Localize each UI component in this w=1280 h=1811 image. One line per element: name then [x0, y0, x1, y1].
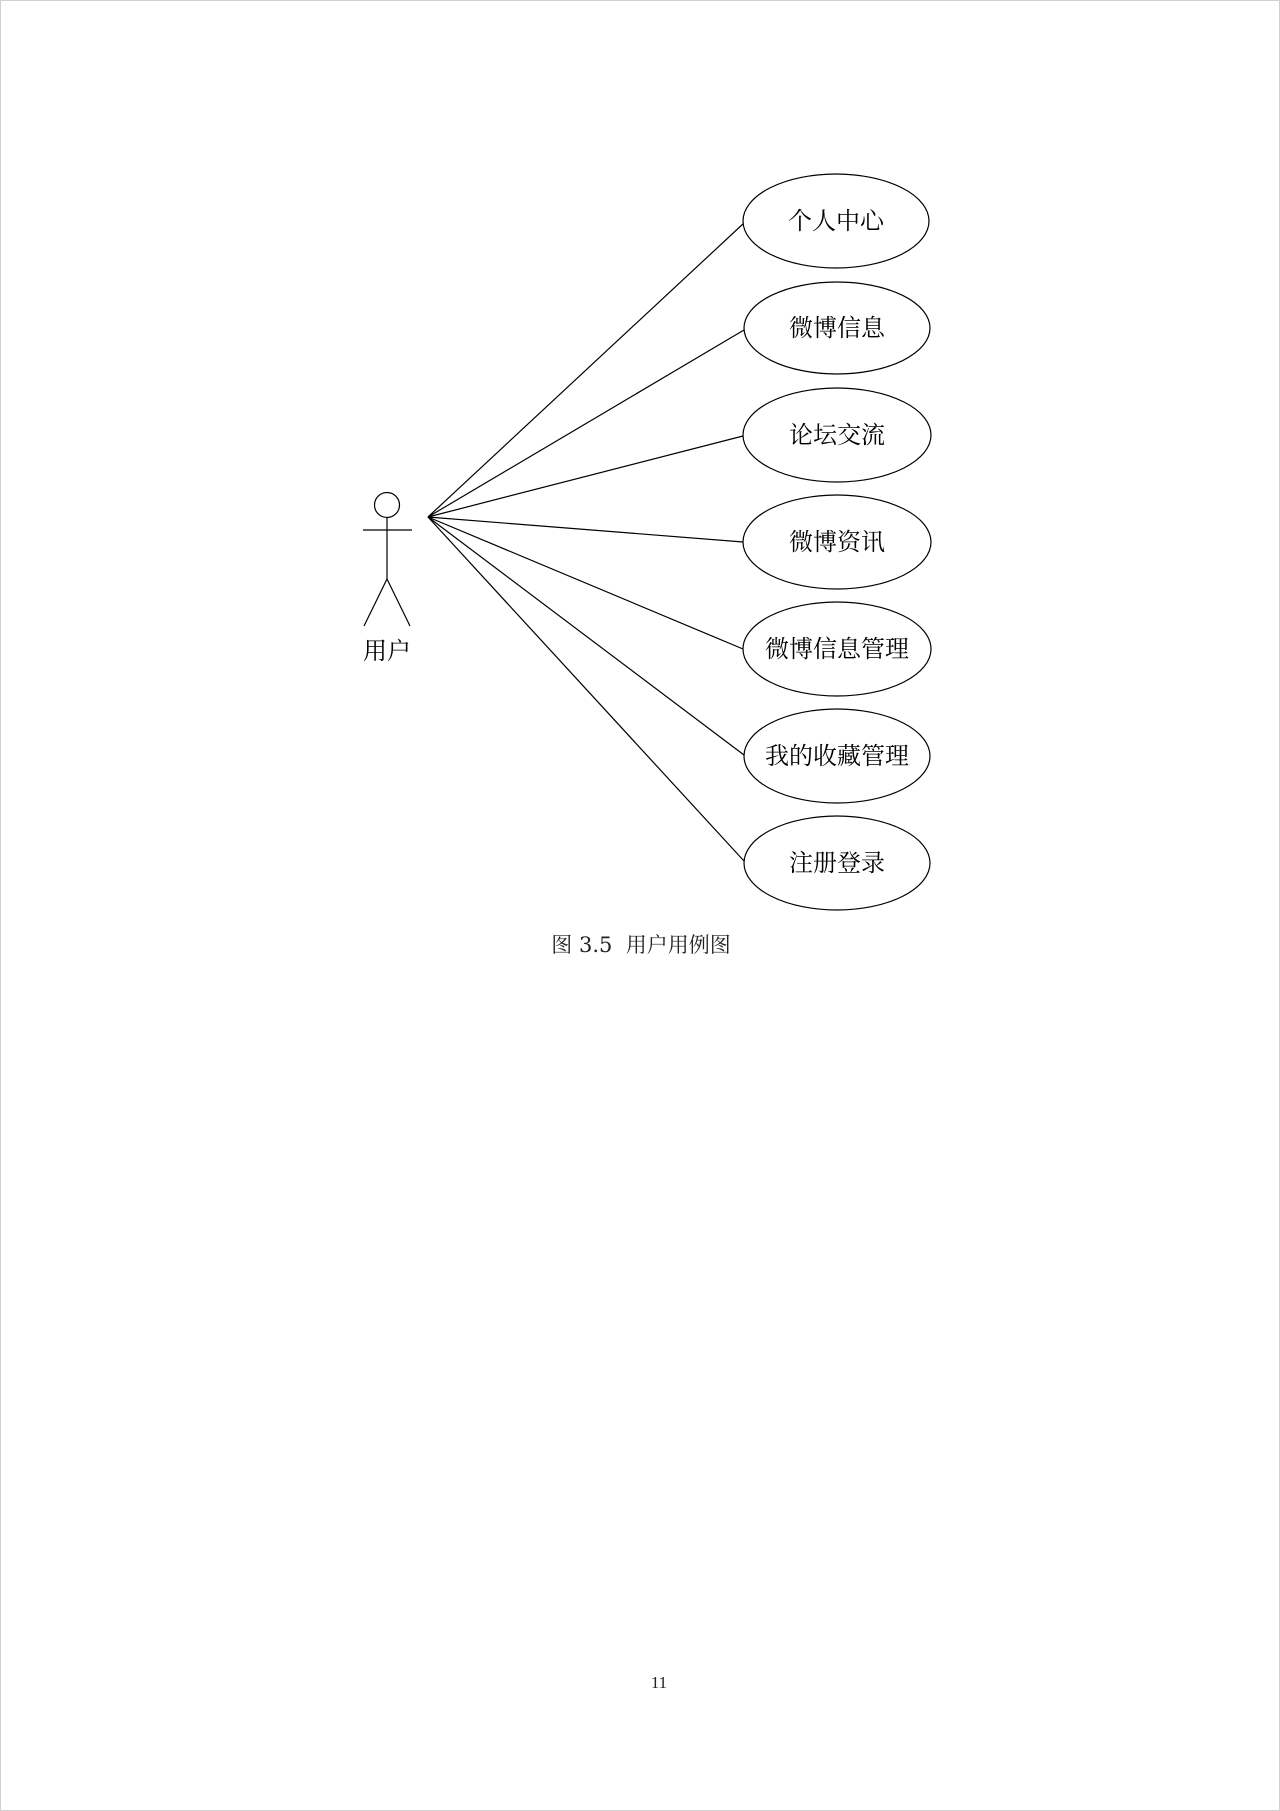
- use-case: [743, 174, 929, 268]
- page-number: 11: [650, 1673, 668, 1692]
- association-line-7: [428, 517, 744, 861]
- use-case-label: 注册登录: [789, 849, 885, 877]
- association-line-3: [428, 436, 743, 517]
- actor-right-leg: [387, 579, 410, 626]
- use-case-label: 论坛交流: [789, 421, 885, 449]
- association-line-4: [428, 517, 743, 542]
- association-line-6: [428, 517, 744, 755]
- association-line-1: [428, 223, 744, 517]
- association-line-2: [428, 330, 744, 517]
- use-case-label: 我的收藏管理: [765, 742, 909, 770]
- figure-caption: 图 3.5 用户用例图: [551, 933, 731, 957]
- use-case-label: 微博信息: [789, 314, 885, 342]
- use-case: [743, 388, 931, 482]
- use-case-label: 微博资讯: [789, 528, 885, 556]
- use-case-label: 微博信息管理: [765, 635, 909, 663]
- use-case: [744, 709, 930, 803]
- actor-figure: [363, 493, 412, 627]
- actor-head: [375, 493, 400, 518]
- use-case: [743, 602, 931, 696]
- use-case: [744, 816, 930, 910]
- actor-label: 用户: [363, 637, 411, 665]
- use-case-diagram: [1, 1, 1280, 1001]
- use-case: [743, 495, 931, 589]
- actor-left-leg: [364, 579, 387, 626]
- association-line-5: [428, 517, 743, 649]
- use-case-label: 个人中心: [788, 207, 884, 235]
- use-case: [744, 282, 930, 374]
